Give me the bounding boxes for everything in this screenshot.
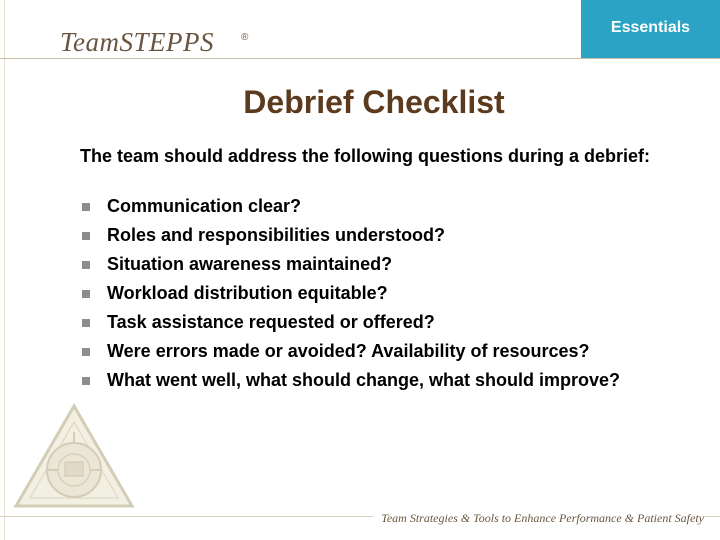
list-item-text: Situation awareness maintained? (107, 254, 393, 274)
list-item-text: Task assistance requested or offered? (107, 312, 435, 332)
list-item (80, 279, 620, 308)
list-item-text: Were errors made or avoided? Availability of resources? (107, 341, 590, 361)
square-bullet-icon (82, 232, 90, 240)
list-item-text: Communication clear? (107, 196, 302, 216)
slide-title: Debrief Checklist (243, 84, 505, 120)
left-border (4, 0, 5, 540)
list-item-text: Workload distribution equitable? (107, 283, 388, 303)
essentials-label: Essentials (610, 19, 691, 36)
square-bullet-icon (82, 290, 90, 298)
teamstepps-triangle-icon (12, 402, 136, 512)
list-item (80, 192, 620, 221)
essentials-badge (581, 0, 720, 58)
registered-mark: ® (241, 32, 249, 43)
intro-text: The team should address the following questions during a debrief: (80, 146, 651, 166)
header-divider (0, 58, 720, 59)
list-item (80, 337, 620, 366)
footer-tagline: Team Strategies & Tools to Enhance Performance & Patient Safety (373, 511, 704, 526)
list-item (80, 221, 620, 250)
square-bullet-icon (82, 261, 90, 269)
checklist (80, 192, 620, 395)
list-item (80, 366, 620, 395)
list-item-text: What went well, what should change, what should improve? (107, 370, 621, 390)
list-item (80, 250, 620, 279)
square-bullet-icon (82, 377, 90, 385)
square-bullet-icon (82, 203, 90, 211)
teamstepps-logo: TeamSTEPPS (60, 27, 215, 57)
square-bullet-icon (82, 348, 90, 356)
square-bullet-icon (82, 319, 90, 327)
list-item-text: Roles and responsibilities understood? (107, 225, 446, 245)
list-item (80, 308, 620, 337)
